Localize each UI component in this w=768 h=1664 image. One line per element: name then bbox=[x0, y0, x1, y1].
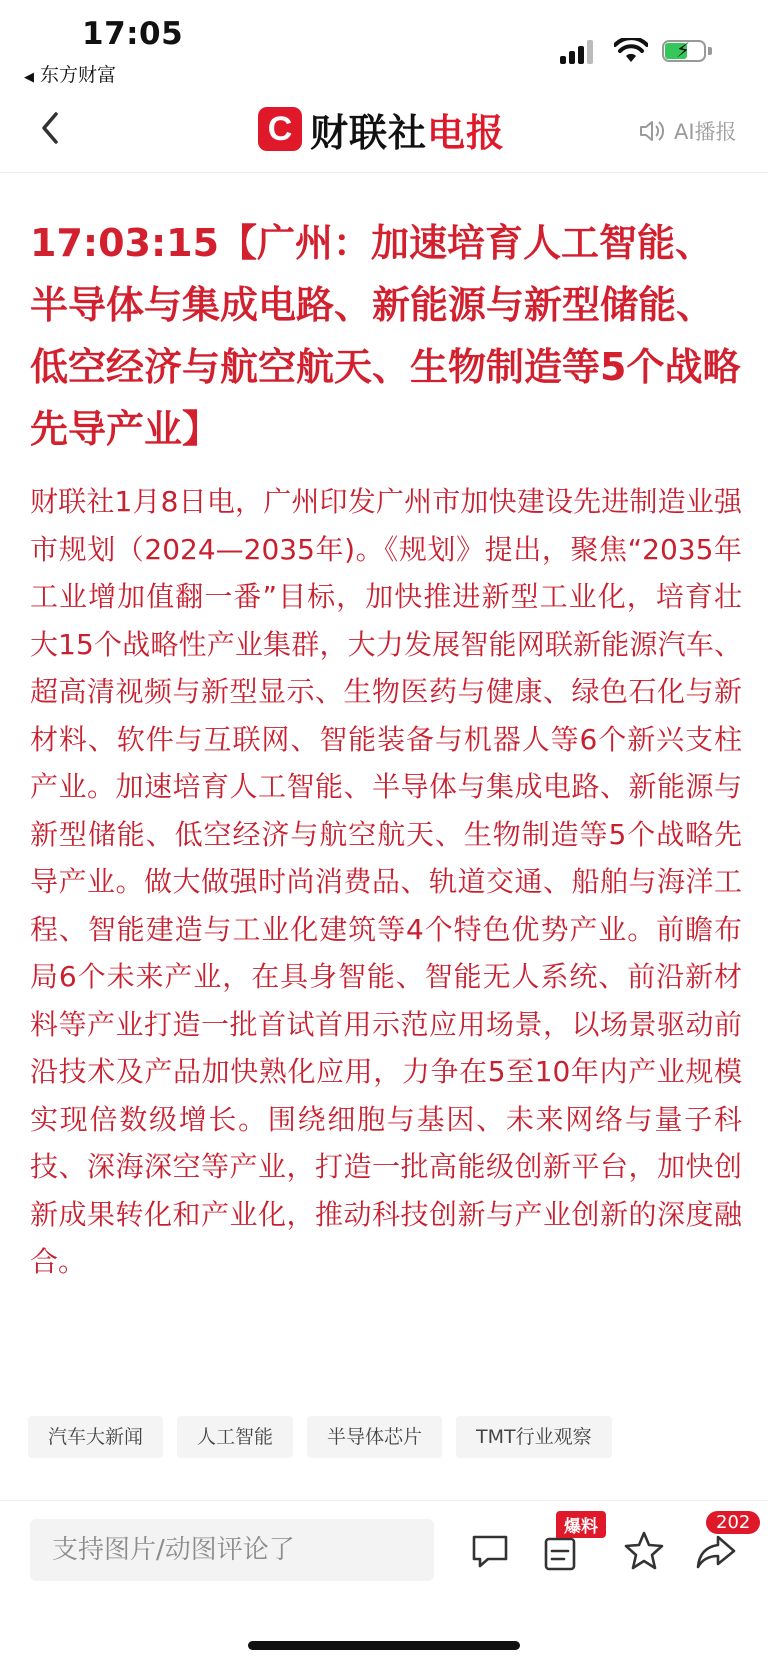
logo-c-mark: C bbox=[258, 107, 302, 151]
comment-input[interactable] bbox=[30, 1519, 434, 1581]
home-indicator bbox=[248, 1641, 520, 1650]
star-icon[interactable] bbox=[620, 1527, 668, 1575]
cellular-signal-icon bbox=[560, 40, 600, 64]
logo-name: 财联社 bbox=[310, 110, 428, 155]
tag-tmt[interactable]: TMT行业观察 bbox=[456, 1416, 612, 1458]
speaker-icon bbox=[638, 117, 666, 145]
share-icon[interactable] bbox=[692, 1527, 740, 1575]
tag-list bbox=[28, 1416, 612, 1458]
article-body: 财联社1月8日电，广州印发广州市加快建设先进制造业强市规划（2024—2035年)。《规划》提出，聚焦“2035年工业增加值翻一番”目标，加快推进新型工业化，培育壮大15个战略性产业集群，大力发展智能网联新能源汽车、超高清视频与新型显示、生物医药与健康、绿色石化与新材料、软件与互联网、智能装备与机器人等6个新兴支柱产业。加速培育人工智能、半导体与集成电路、新能源与新型储能、低空经济与航空航天、生物制造等5个战略先导产业。做大做强时尚消费品、轨道交通、船舶与海洋工程、智能建造与工业化建筑等4个特色优势产业。前瞻布局6个未来产业，在具身智能、智能无人系统、前沿新材料等产业打造一批首试首用示范应用场景，以场景驱动前沿技术及产品加快熟化应用，力争在5至10年内产业规模实现倍数级增长。围绕细胞与基因、未来网络与量子科技、深海深空等产业，打造一批高能级创新平台，加快创新成果转化和产业化，推动科技创新与产业创新的深度融合。 bbox=[30, 485, 742, 1278]
baoliao-badge[interactable]: 爆料 bbox=[556, 1511, 606, 1538]
tag-semiconductor[interactable]: 半导体芯片 bbox=[307, 1416, 442, 1458]
cls-telegraph-logo bbox=[258, 104, 505, 154]
tag-ai[interactable]: 人工智能 bbox=[177, 1416, 293, 1458]
status-time: 17:05 bbox=[82, 16, 184, 52]
back-chevron-icon[interactable] bbox=[36, 108, 66, 148]
back-triangle-icon: ◀ bbox=[24, 70, 34, 85]
wifi-icon bbox=[614, 38, 648, 64]
ai-play-label: AI播报 bbox=[674, 120, 737, 144]
comment-icon[interactable] bbox=[466, 1527, 514, 1575]
back-to-app-link[interactable] bbox=[24, 60, 116, 87]
battery-icon: ⚡ bbox=[662, 38, 716, 64]
article-headline: 17:03:15【广州：加速培育人工智能、半导体与集成电路、新能源与新型储能、低空经济与航空航天、生物制造等5个战略先导产业】 bbox=[30, 221, 741, 451]
tag-auto-news[interactable]: 汽车大新闻 bbox=[28, 1416, 163, 1458]
ai-play-button[interactable] bbox=[638, 116, 737, 146]
bottom-bar bbox=[0, 1500, 768, 1664]
nav-bar bbox=[0, 90, 768, 173]
status-bar bbox=[0, 0, 768, 90]
share-count-badge: 202 bbox=[706, 1511, 760, 1534]
back-app-label: 东方财富 bbox=[40, 64, 117, 86]
logo-suffix: 电报 bbox=[427, 110, 506, 155]
